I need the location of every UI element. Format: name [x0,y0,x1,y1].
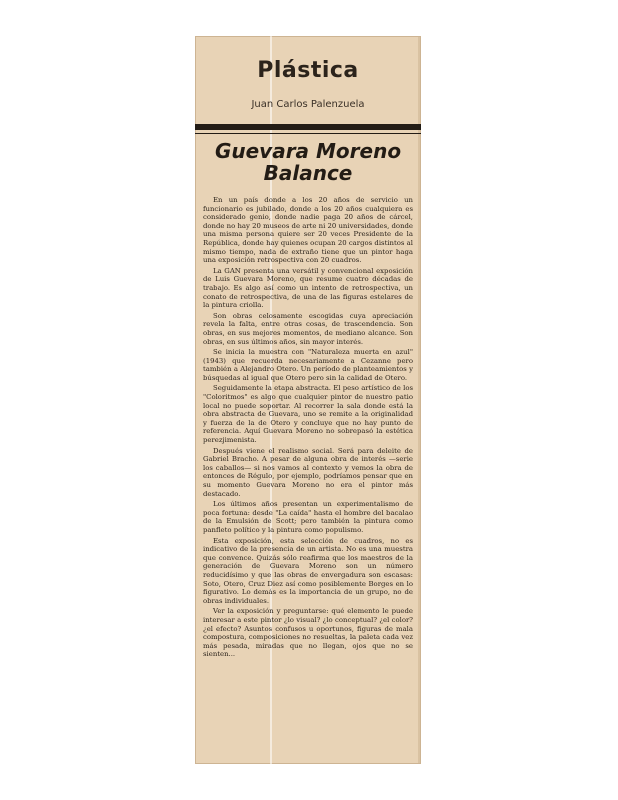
article-paragraph: Seguidamente la etapa abstracta. El peso artístico de los "Coloritmos" es algo que cualquier pintor de nuestro patio local no puede soportar. Al recorrer la sala donde está la obra abstracta de Guevara, uno se remite a la originalidad y fuerza de la de Otero y concluye que no hay punto de referencia. Aquí Guevara Moreno no sobrepasó la estética perezjimenista. [203,384,413,445]
article-paragraph: La GAN presenta una versátil y convencional exposición de Luis Guevara Moreno, que resume cuatro décadas de trabajo. Es algo así como un intento de retrospectiva, un conato de retrospectiva, de una de las figuras estelares de la pintura criolla. [203,266,413,310]
headline-line-1: Guevara Moreno [214,139,402,163]
section-title: Plástica [257,58,359,83]
author-byline: Juan Carlos Palenzuela [251,99,365,110]
article-paragraph: Son obras celosamente escogidas cuya apreciación revela la falta, entre otras cosas, de trascendencia. Son obras, en sus mejores momentos, de mediano alcance. Son obras, en sus últimos años, sin mayor interés. [203,311,413,346]
newspaper-clipping [195,36,421,764]
article-paragraph: En un país donde a los 20 años de servicio un funcionario es jubilado, donde a los 20 años cualquiera es considerado genio, donde nadie paga 20 años de cárcel, donde no hay 20 museos de arte ni 20 universidades, donde una misma persona quiere ser 20 veces Presidente de la República, donde hay quienes ocupan 20 cargos distintos al mismo tiempo, nada de extraño tiene que un pintor haga una exposición retrospectiva con 20 cuadros. [203,196,413,265]
headline-line-2: Balance [263,161,353,185]
header-rule-thin [195,133,421,134]
article-paragraph: Los últimos años presentan un experimentalismo de poca fortuna: desde "La caída" hasta el hombre del bacalao de la Emulsión de Scott; pero también la pintura como panfleto político y la pintura como populismo. [203,500,413,534]
article-paragraph: Se inicia la muestra con "Naturaleza muerta en azul" (1943) que recuerda necesariamente a Cezanne pero también a Alejandro Otero. Un período de planteamientos y búsquedas al igual que Otero pero sin la calidad de Otero. [203,348,413,382]
article-body [203,196,413,661]
header-rule-thick [195,124,421,130]
article-paragraph: Después viene el realismo social. Será para deleite de Gabriel Bracho. A pesar de alguna obra de interés —serie los caballos— si nos vamos al contexto y vemos la obra de entonces de Régulo, por ejemplo, podríamos pensar que en su momento Guevara Moreno no era el pintor más destacado. [203,446,413,498]
article-headline [195,140,421,184]
article-paragraph: Esta exposición, esta selección de cuadros, no es indicativo de la presencia de un artista. No es una muestra que convence. Quizás sólo reafirma que los maestros de la generación de Guevara Moreno son un número reducidísimo y que las obras de envergadura son escasas: Soto, Otero, Cruz Diez así como posiblemente Borges en lo figurativo. Lo demás es la importancia de un grupo, no de obras individuales. [203,536,413,605]
article-paragraph: Ver la exposición y preguntarse: qué elemento le puede interesar a este pintor ¿lo visual? ¿lo conceptual? ¿el color? ¿el efecto? Asuntos confusos u oportunos, figuras de mala compostura, composiciones no resueltas, la paleta cada vez más pesada, miradas que no llegan, ojos que no se sienten... [203,607,413,659]
